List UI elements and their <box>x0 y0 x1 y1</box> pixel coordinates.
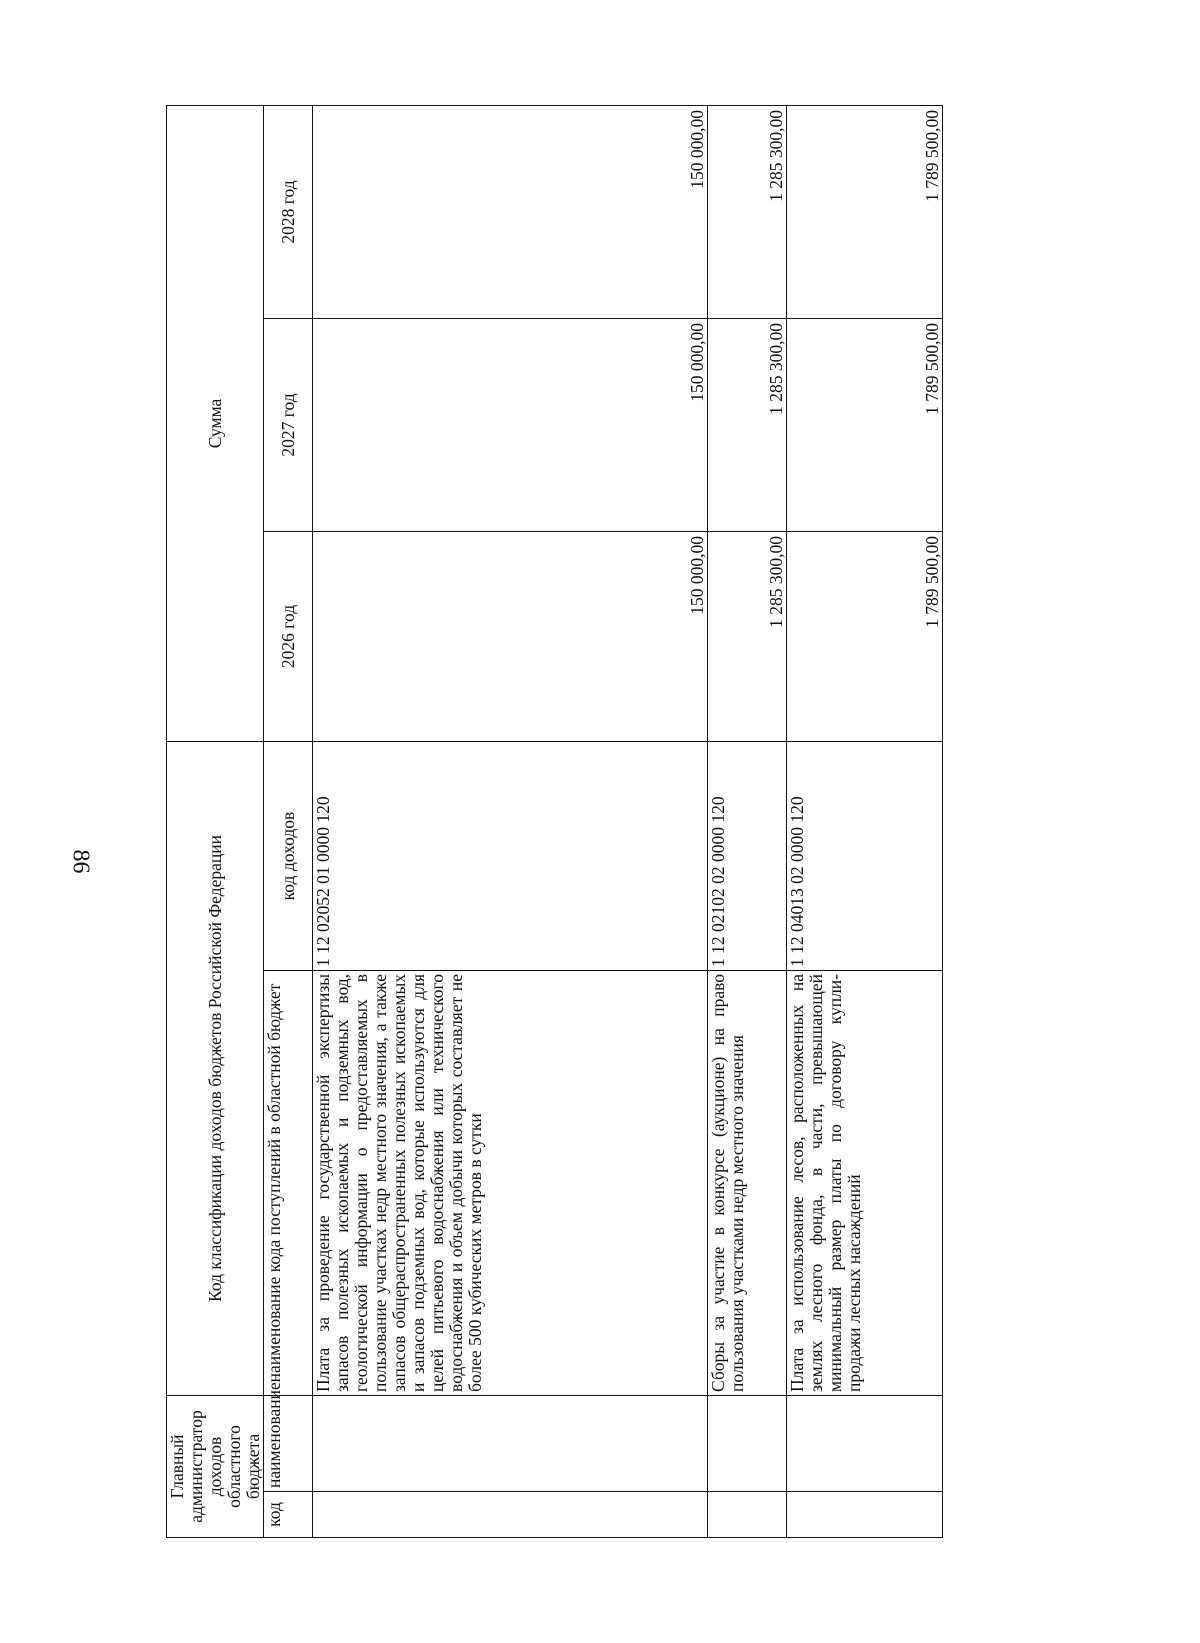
landscape-table-wrapper <box>166 106 942 1538</box>
income-code-cell: 1 12 04013 02 0000 120 <box>787 742 943 971</box>
year-2027-header: 2027 год <box>264 319 313 532</box>
income-table <box>166 105 943 1538</box>
admin-code-cell <box>708 1492 787 1538</box>
sum-2027-cell: 150 000,00 <box>313 319 708 532</box>
sum-2028-cell: 1 789 500,00 <box>787 105 943 318</box>
admin-name-header: наименование <box>264 1396 313 1492</box>
table-row <box>708 105 787 1537</box>
sum-2028-cell: 150 000,00 <box>313 105 708 318</box>
admin-code-header: код <box>264 1492 313 1538</box>
income-name-cell: Сборы за участие в конкурсе (аукционе) на право пользования участками недр местного значения <box>708 971 787 1396</box>
admin-group-header: Главный администратор доходов областного бюджета <box>167 1396 264 1538</box>
admin-code-cell <box>787 1492 943 1538</box>
income-code-cell: 1 12 02102 02 0000 120 <box>708 742 787 971</box>
admin-code-cell <box>313 1492 708 1538</box>
table-row <box>313 105 708 1537</box>
income-code-cell: 1 12 02052 01 0000 120 <box>313 742 708 971</box>
income-name-cell: Плата за проведение государственной экспертизы запасов полезных ископаемых и подземных вод, геологической информации о предоставляемых в пользование участках недр местного значения, а также запасов общераспространенных полезных ископаемых и запасов подземных вод, которые используются для целей питьевого водоснабжения или технического водоснабжения и объем добычи которых составляет не более 500 кубических метров в сутки <box>313 971 708 1396</box>
sum-2027-cell: 1 285 300,00 <box>708 319 787 532</box>
income-name-cell: Плата за использование лесов, расположенных на землях лесного фонда, в части, превышающей минимальный размер платы по договору купли-продажи лесных насаждений <box>787 971 943 1396</box>
admin-name-cell <box>313 1396 708 1492</box>
year-2028-header: 2028 год <box>264 105 313 318</box>
rotated-table-frame <box>166 106 942 1538</box>
admin-name-cell <box>787 1396 943 1492</box>
header-row-1 <box>167 105 264 1537</box>
income-name-header: наименование кода поступлений в областной бюджет <box>264 971 313 1396</box>
admin-name-cell <box>708 1396 787 1492</box>
header-row-2 <box>264 105 313 1537</box>
sum-2028-cell: 1 285 300,00 <box>708 105 787 318</box>
page-number: 86 <box>67 849 94 874</box>
sum-2026-cell: 1 789 500,00 <box>787 532 943 742</box>
year-2026-header: 2026 год <box>264 532 313 742</box>
sum-2027-cell: 1 789 500,00 <box>787 319 943 532</box>
table-row <box>787 105 943 1537</box>
sum-2026-cell: 1 285 300,00 <box>708 532 787 742</box>
sum-group-header: Сумма <box>167 105 264 741</box>
classification-group-header: Код классификации доходов бюджетов Российской Федерации <box>167 742 264 1396</box>
income-code-header: код доходов <box>264 742 313 971</box>
sum-2026-cell: 150 000,00 <box>313 532 708 742</box>
